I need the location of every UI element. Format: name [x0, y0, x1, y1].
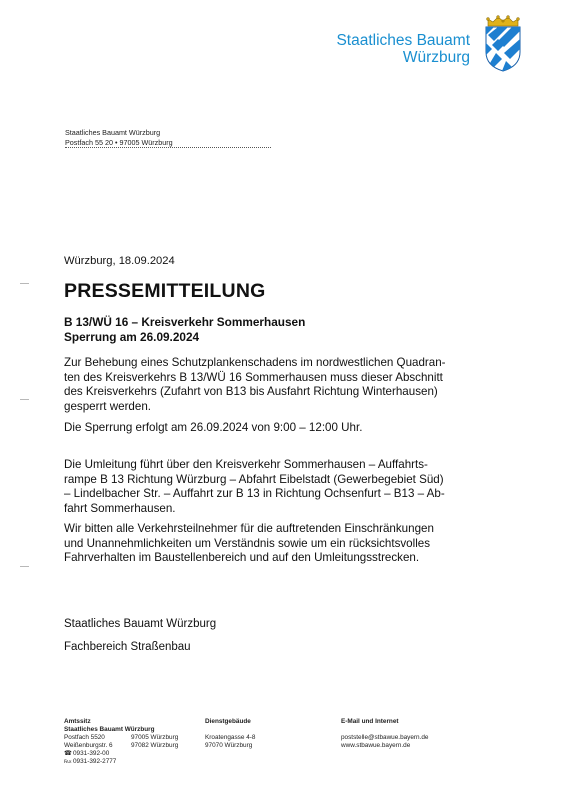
footer-heading: Amtssitz	[64, 718, 91, 725]
footer-phone: 0931-392-00	[73, 750, 110, 758]
footer-building-city: 97070 Würzburg	[205, 742, 253, 750]
footer-fax-row	[64, 758, 204, 766]
text-line: gesperrt werden.	[64, 399, 151, 413]
text-line: Die Sperrung erfolgt am 26.09.2024 von 9:00 – 12:00 Uhr.	[64, 421, 363, 434]
footer-building-street: Kroatengasse 4-8	[205, 734, 256, 742]
sender-address	[65, 128, 271, 148]
text-line: rampe B 13 Richtung Würzburg – Abfahrt Eibelstadt (Gewerbegebiet Süd)	[64, 472, 444, 486]
text-line: Wir bitten alle Verkehrsteilnehmer für die auftretenden Einschränkungen	[64, 522, 434, 535]
footer-website-link[interactable]: www.stbawue.bayern.de	[341, 742, 411, 750]
text-line: Zur Behebung eines Schutzplankenschadens im nordwestlichen Quadran-	[64, 356, 446, 369]
subject-line1: B 13/WÜ 16 – Kreisverkehr Sommerhausen	[64, 315, 306, 329]
footer-heading: Dienstgebäude	[205, 718, 251, 725]
sender-name: Staatliches Bauamt Würzburg	[65, 128, 161, 137]
footer-postfach-row	[64, 734, 204, 742]
footer-heading: E-Mail und Internet	[341, 718, 399, 725]
signature-department: Fachbereich Straßenbau	[64, 641, 191, 653]
page-title: PRESSEMITTEILUNG	[64, 280, 266, 302]
footer-phone-row	[64, 750, 204, 758]
footer-postfach-city: 97005 Würzburg	[131, 734, 179, 742]
footer-fax: 0931-392-2777	[73, 758, 117, 766]
footer-org: Staatliches Bauamt Würzburg	[64, 726, 155, 734]
subject	[64, 315, 305, 344]
paragraph-damage	[64, 356, 484, 414]
footer-spacer	[341, 726, 491, 734]
footer-contact	[341, 718, 491, 750]
signature-block	[64, 613, 216, 659]
subject-line2: Sperrung am 26.09.2024	[64, 329, 200, 344]
phone-icon: ☎	[64, 750, 72, 758]
text-line: Die Umleitung führt über den Kreisverkehr Sommerhausen – Auffahrts-	[64, 458, 428, 471]
footer-street-city: 97082 Würzburg	[131, 742, 179, 750]
letter-date: Würzburg, 18.09.2024	[64, 255, 175, 267]
footer-street: Weißenburgstr. 6	[64, 742, 113, 750]
footer-email-link[interactable]: poststelle@stbawue.bayern.de	[341, 734, 429, 742]
sender-postal-address: Postfach 55 20 • 97005 Würzburg	[65, 138, 271, 149]
signature-org: Staatliches Bauamt Würzburg	[64, 618, 217, 630]
text-line: des Kreisverkehrs (Zufahrt von B13 bis Ausfahrt Richtung Winterhausen)	[64, 385, 438, 399]
text-line: und Unannehmlichkeiten um Verständnis sowie um ein rücksichtsvolles	[64, 536, 431, 550]
fold-mark	[20, 283, 29, 284]
authority-name	[328, 32, 470, 66]
bavarian-crest-icon	[482, 14, 524, 72]
text-line: fahrt Sommerhausen.	[64, 501, 176, 515]
text-line: – Lindelbacher Str. – Auffahrt zur B 13 in Richtung Ochsenfurt – B13 – Ab-	[64, 487, 445, 501]
paragraph-closure-time	[64, 421, 484, 436]
authority-name-line1: Staatliches Bauamt	[336, 32, 470, 49]
footer-postfach: Postfach 5520	[64, 734, 105, 742]
footer-headquarters	[64, 718, 204, 767]
paragraph-request	[64, 522, 484, 566]
footer-office-building	[205, 718, 315, 750]
text-line: Fahrverhalten im Baustellenbereich und auf den Umleitungsstrecken.	[64, 551, 420, 565]
fold-mark	[20, 566, 29, 567]
footer-spacer	[205, 726, 315, 734]
text-line: ten des Kreisverkehrs B 13/WÜ 16 Sommerhausen muss dieser Abschnitt	[64, 370, 443, 384]
footer-street-row	[64, 742, 204, 750]
fax-icon: ℻	[64, 758, 72, 766]
fold-mark	[20, 399, 29, 400]
paragraph-detour	[64, 458, 484, 516]
authority-name-line2: Würzburg	[402, 49, 470, 66]
